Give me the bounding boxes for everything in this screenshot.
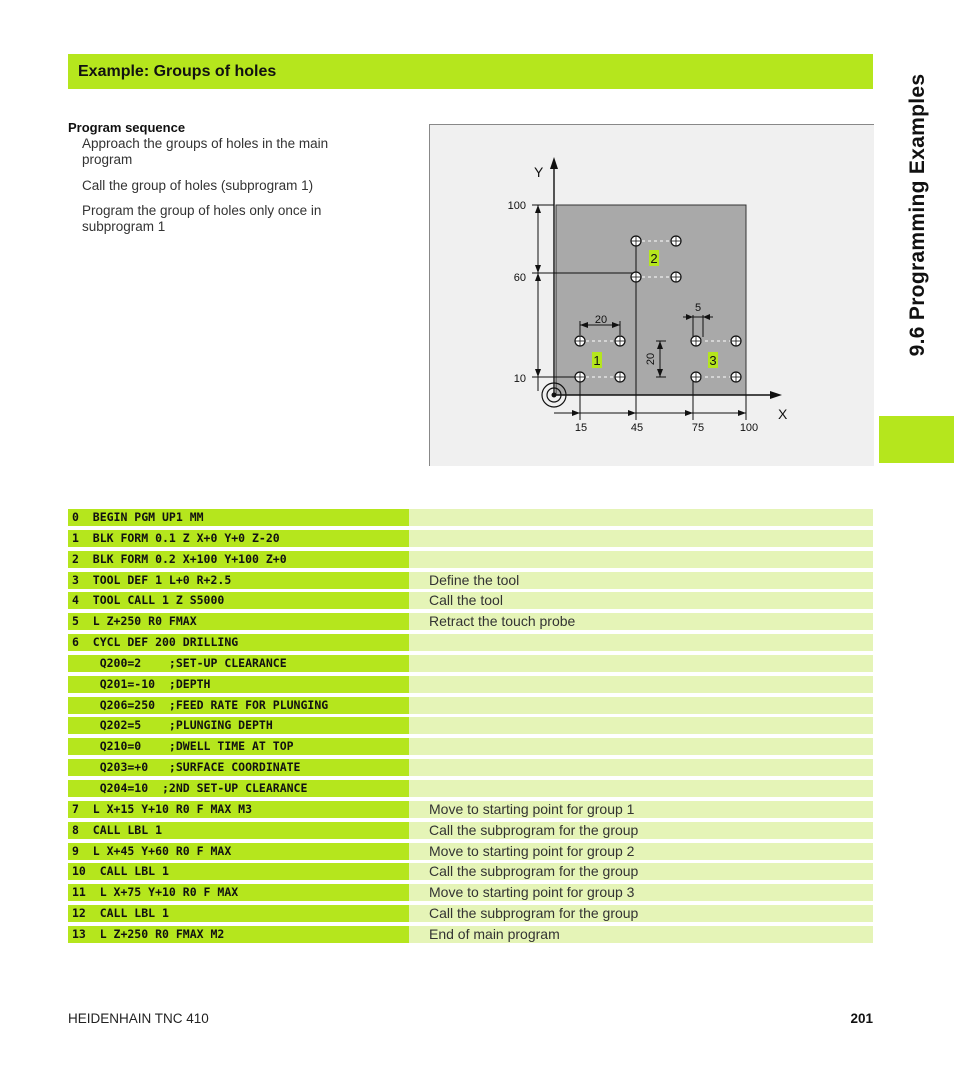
program-line (68, 551, 873, 568)
program-code: 10 CALL LBL 1 (68, 863, 409, 880)
x-tick-label: 75 (691, 422, 705, 434)
program-comment: Retract the touch probe (409, 613, 873, 630)
program-line (68, 592, 873, 609)
program-comment: Call the subprogram for the group (409, 822, 873, 839)
program-code: 8 CALL LBL 1 (68, 822, 409, 839)
sequence-item: Call the group of holes (subprogram 1) (82, 178, 314, 193)
program-code: 4 TOOL CALL 1 Z S5000 (68, 592, 409, 609)
program-code: 11 L X+75 Y+10 R0 F MAX (68, 884, 409, 901)
program-line (68, 676, 873, 693)
program-code: 13 L Z+250 R0 FMAX M2 (68, 926, 409, 943)
x-tick-label: 15 (574, 422, 588, 434)
section-title: Example: Groups of holes (78, 63, 277, 80)
side-chapter-title-text: 9.6 Programming Examples (906, 73, 929, 357)
program-comment: Call the tool (409, 592, 873, 609)
program-comment (409, 759, 873, 776)
group-label: 3 (709, 353, 717, 368)
program-comment: Move to starting point for group 3 (409, 884, 873, 901)
program-line (68, 822, 873, 839)
program-comment (409, 634, 873, 651)
program-code: 3 TOOL DEF 1 L+0 R+2.5 (68, 572, 409, 589)
program-code: 2 BLK FORM 0.2 X+100 Y+100 Z+0 (68, 551, 409, 568)
program-line (68, 697, 873, 714)
program-line (68, 884, 873, 901)
program-comment: Move to starting point for group 1 (409, 801, 873, 818)
x-axis-label: X (778, 406, 788, 422)
program-line (68, 613, 873, 630)
program-code: Q210=0 ;DWELL TIME AT TOP (68, 738, 409, 755)
program-code: 9 L X+45 Y+60 R0 F MAX (68, 843, 409, 860)
sequence-item: Approach the groups of holes in the main program (82, 136, 329, 167)
dimension-label: 20 (645, 352, 657, 366)
program-code: Q204=10 ;2ND SET-UP CLEARANCE (68, 780, 409, 797)
program-listing (68, 509, 873, 947)
program-comment: Move to starting point for group 2 (409, 843, 873, 860)
program-code: Q203=+0 ;SURFACE COORDINATE (68, 759, 409, 776)
page-number: 201 (850, 1011, 873, 1026)
program-comment (409, 551, 873, 568)
program-comment (409, 530, 873, 547)
program-comment: Call the subprogram for the group (409, 863, 873, 880)
program-comment: End of main program (409, 926, 873, 943)
section-title-bar (68, 54, 873, 89)
footer-product: HEIDENHAIN TNC 410 (68, 1011, 209, 1026)
program-comment: Define the tool (409, 572, 873, 589)
program-comment (409, 676, 873, 693)
program-line (68, 572, 873, 589)
holes-drawing (429, 124, 874, 466)
sequence-heading: Program sequence (68, 120, 186, 135)
program-comment: Call the subprogram for the group (409, 905, 873, 922)
y-axis-label: Y (534, 164, 544, 180)
program-code: 1 BLK FORM 0.1 Z X+0 Y+0 Z-20 (68, 530, 409, 547)
group-label: 1 (593, 353, 601, 368)
program-line (68, 530, 873, 547)
y-axis-arrow (550, 157, 558, 169)
program-code: Q200=2 ;SET-UP CLEARANCE (68, 655, 409, 672)
program-line (68, 863, 873, 880)
side-chapter-title (888, 55, 948, 375)
program-code: Q201=-10 ;DEPTH (68, 676, 409, 693)
y-tick-label: 10 (513, 373, 526, 385)
program-line (68, 801, 873, 818)
program-line (68, 780, 873, 797)
program-code: 7 L X+15 Y+10 R0 F MAX M3 (68, 801, 409, 818)
x-axis-arrow (770, 391, 782, 399)
program-code: Q206=250 ;FEED RATE FOR PLUNGING (68, 697, 409, 714)
dimension-label: 5 (694, 302, 702, 314)
sequence-item: Program the group of holes only once in subprogram 1 (82, 203, 322, 234)
dimension-label: 20 (594, 314, 608, 326)
program-line (68, 759, 873, 776)
program-code: 12 CALL LBL 1 (68, 905, 409, 922)
program-line (68, 717, 873, 734)
program-comment (409, 655, 873, 672)
program-line (68, 905, 873, 922)
program-comment (409, 509, 873, 526)
program-comment (409, 780, 873, 797)
program-comment (409, 717, 873, 734)
program-line (68, 655, 873, 672)
program-code: 0 BEGIN PGM UP1 MM (68, 509, 409, 526)
program-line (68, 926, 873, 943)
program-line (68, 738, 873, 755)
program-comment (409, 738, 873, 755)
x-tick-label: 100 (739, 422, 759, 434)
program-comment (409, 697, 873, 714)
program-code: 5 L Z+250 R0 FMAX (68, 613, 409, 630)
program-code: Q202=5 ;PLUNGING DEPTH (68, 717, 409, 734)
y-tick-label: 100 (507, 200, 526, 212)
y-tick-label: 60 (513, 272, 526, 284)
program-line (68, 634, 873, 651)
group-label: 2 (650, 251, 658, 266)
side-tab-marker (879, 416, 954, 463)
program-code: 6 CYCL DEF 200 DRILLING (68, 634, 409, 651)
x-tick-label: 45 (630, 422, 644, 434)
program-line (68, 509, 873, 526)
program-line (68, 843, 873, 860)
